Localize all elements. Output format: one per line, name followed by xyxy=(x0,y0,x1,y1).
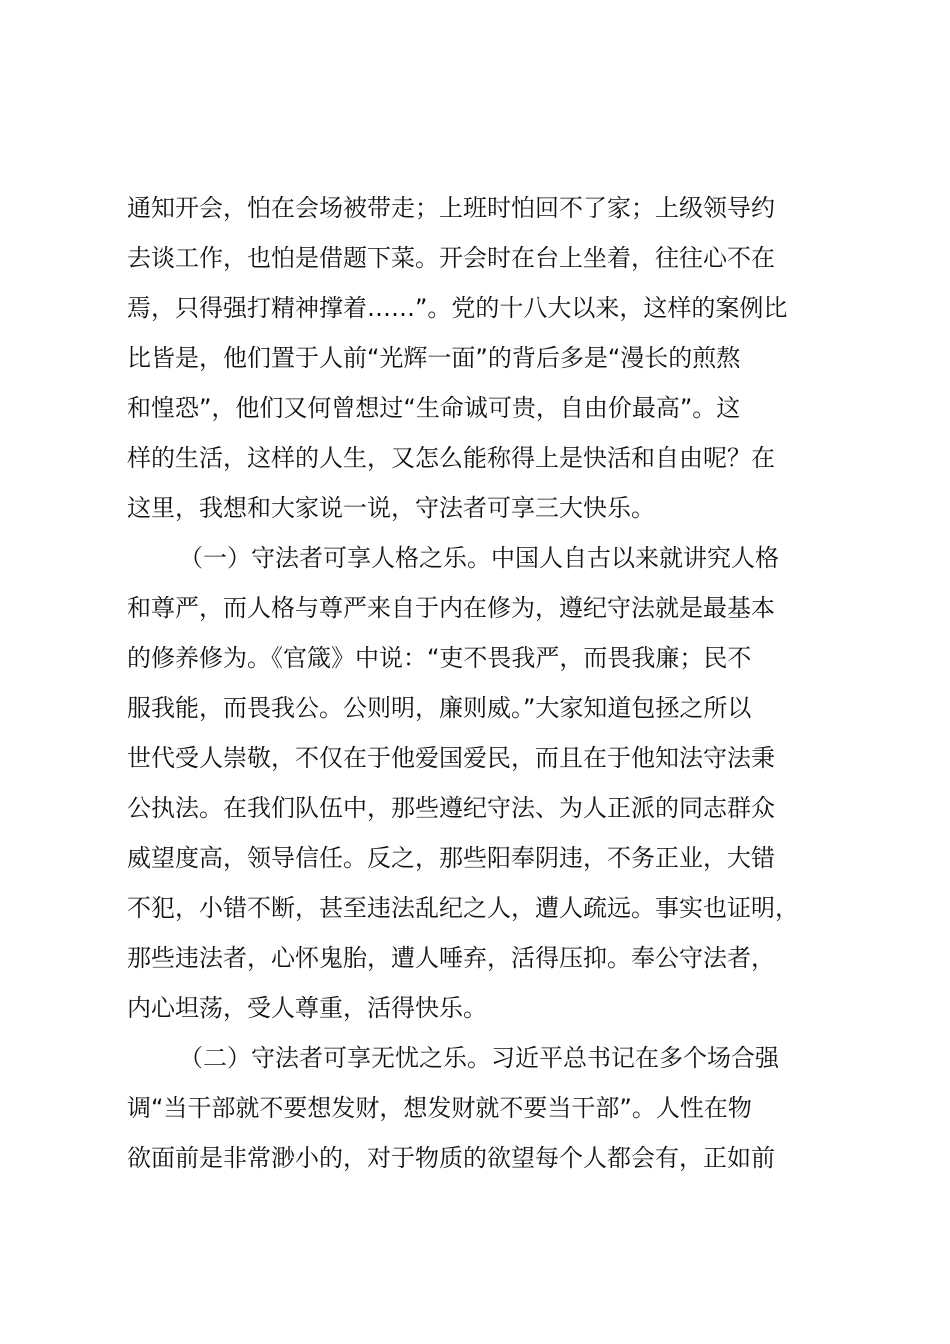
text-line-9: 和尊严，而人格与尊严来自于内在修为，遵纪守法就是最基本 xyxy=(127,594,775,622)
text-line-5: 和惶恐”，他们又何曾想过“生命诚可贵，自由价最高”。这 xyxy=(127,394,741,422)
text-line-7: 这里，我想和大家说一说，守法者可享三大快乐。 xyxy=(127,494,655,522)
text-line-20: 欲面前是非常渺小的，对于物质的欲望每个人都会有，正如前 xyxy=(127,1144,775,1172)
text-line-14: 威望度高，领导信任。反之，那些阳奉阴违，不务正业，大错 xyxy=(127,844,775,872)
text-line-19: 调“当干部就不要想发财，想发财就不要当干部”。人性在物 xyxy=(127,1094,752,1122)
text-line-10: 的修养修为。《官箴》中说：“吏不畏我严，而畏我廉；民不 xyxy=(127,644,752,672)
text-line-1: 通知开会，怕在会场被带走；上班时怕回不了家；上级领导约 xyxy=(127,194,775,222)
text-line-13: 公执法。在我们队伍中，那些遵纪守法、为人正派的同志群众 xyxy=(127,794,775,822)
text-line-3: 焉，只得强打精神撑着……”。党的十八大以来，这样的案例比 xyxy=(127,294,788,322)
text-line-15: 不犯，小错不断，甚至违法乱纪之人，遭人疏远。事实也证明， xyxy=(127,894,799,922)
paragraph-heading-2: （二）守法者可享无忧之乐。习近平总书记在多个场合强 xyxy=(179,1044,779,1072)
paragraph-heading-1: （一）守法者可享人格之乐。中国人自古以来就讲究人格 xyxy=(179,544,779,572)
text-line-6: 样的生活，这样的人生，又怎么能称得上是快活和自由呢？在 xyxy=(127,444,775,472)
text-line-4: 比皆是，他们置于人前“光辉一面”的背后多是“漫长的煎熬 xyxy=(127,344,741,372)
body-text xyxy=(127,183,833,1183)
text-line-16: 那些违法者，心怀鬼胎，遭人唾弃，活得压抑。奉公守法者， xyxy=(127,944,775,972)
text-line-11: 服我能，而畏我公。公则明，廉则威。”大家知道包拯之所以 xyxy=(127,694,752,722)
text-line-17: 内心坦荡，受人尊重，活得快乐。 xyxy=(127,994,487,1022)
text-line-12: 世代受人崇敬，不仅在于他爱国爱民，而且在于他知法守法秉 xyxy=(127,744,775,772)
text-line-2: 去谈工作，也怕是借题下菜。开会时在台上坐着，往往心不在 xyxy=(127,244,775,272)
